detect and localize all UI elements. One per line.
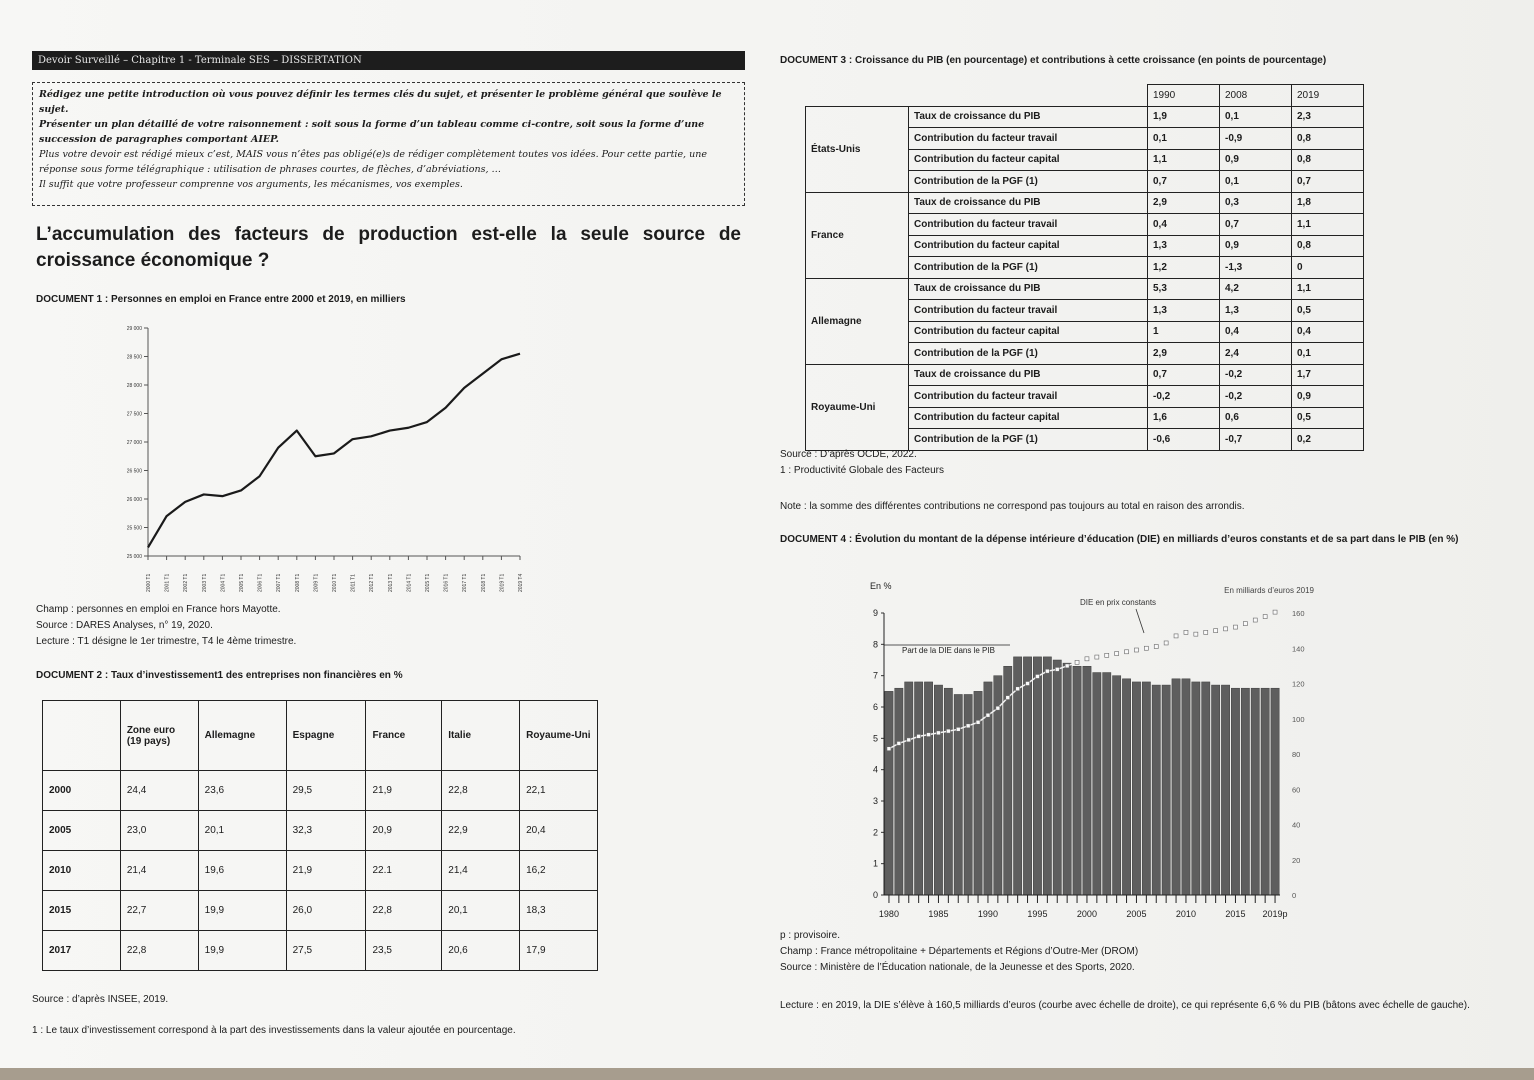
die-share-bar [1063, 663, 1071, 895]
die-share-bar [1083, 666, 1091, 895]
right-axis-unit: En milliards d’euros 2019 [1224, 586, 1314, 595]
instruction-4: Il suffit que votre professeur comprenne vos arguments, les mécanismes, vos exemples. [39, 179, 463, 190]
value-cell: 1 [1148, 321, 1220, 343]
die-share-bar [1073, 666, 1081, 895]
value-cell: 0,1 [1220, 171, 1292, 193]
die-share-bar [1162, 685, 1170, 895]
doc1-champ: Champ : personnes en emploi en France hors Mayotte. [36, 604, 281, 615]
die-point [1204, 630, 1208, 634]
y-tick-label: 25 000 [126, 554, 142, 560]
value-cell: -0,7 [1220, 429, 1292, 451]
value-cell: 2,4 [1220, 343, 1292, 365]
value-cell: 20,9 [366, 811, 442, 851]
left-tick-label: 5 [872, 733, 878, 744]
value-cell: 0,5 [1292, 300, 1364, 322]
header-cell: Italie [442, 701, 520, 771]
value-cell: 20,1 [198, 811, 286, 851]
table-surface [0, 1068, 1534, 1080]
x-tick-label: 2019p [1262, 909, 1288, 919]
value-cell: 22,1 [520, 771, 598, 811]
year-header: 2008 [1220, 85, 1292, 107]
value-cell: -0,2 [1220, 386, 1292, 408]
value-cell: 19,9 [198, 891, 286, 931]
die-share-bar [1261, 688, 1269, 895]
doc3-footnote: 1 : Productivité Globale des Facteurs [780, 465, 944, 476]
die-share-bar [944, 688, 952, 895]
value-cell: -0,2 [1220, 364, 1292, 386]
employment-series-line [148, 354, 520, 548]
value-cell: 0,6 [1220, 407, 1292, 429]
value-cell: 1,8 [1292, 192, 1364, 214]
die-share-bar [1014, 657, 1022, 895]
doc4-source: Source : Ministère de l’Éducation nationale, de la Jeunesse et des Sports, 2020. [780, 962, 1135, 973]
indicator-cell: Taux de croissance du PIB [909, 106, 1148, 128]
year-cell: 2010 [43, 851, 121, 891]
table-row [43, 771, 598, 811]
x-tick-label: 2018 T1 [480, 573, 487, 592]
bar-annotation: Part de la DIE dans le PIB [902, 646, 995, 655]
die-share-bar [1033, 657, 1041, 895]
investment-table [42, 700, 598, 971]
die-point [1144, 646, 1148, 650]
value-cell: 1,7 [1292, 364, 1364, 386]
indicator-cell: Contribution du facteur capital [909, 235, 1148, 257]
y-tick-label: 27 000 [126, 440, 142, 446]
gdp-row [806, 192, 1364, 214]
indicator-cell: Contribution du facteur travail [909, 128, 1148, 150]
right-tick-label: 20 [1292, 855, 1301, 865]
doc4-lecture: Lecture : en 2019, la DIE s’élève à 160,5 milliards d’euros (courbe avec échelle de droite), ce qui représente 6,6 % du PIB (bâtons avec échelle de gauche). [780, 1000, 1470, 1011]
value-cell: 0,3 [1220, 192, 1292, 214]
header-cell: France [366, 701, 442, 771]
header-cell: Espagne [286, 701, 366, 771]
die-share-bar [1271, 688, 1279, 895]
die-share-bar [915, 682, 923, 895]
country-cell: États-Unis [806, 106, 909, 192]
value-cell: 29,5 [286, 771, 366, 811]
die-share-bar [1182, 679, 1190, 895]
die-share-bar [1142, 682, 1150, 895]
die-point [1026, 682, 1030, 686]
instructions-box [32, 82, 745, 206]
die-point [956, 727, 960, 731]
value-cell: 1,2 [1148, 257, 1220, 279]
die-point [936, 731, 940, 735]
x-tick-label: 2011 T1 [350, 574, 357, 592]
value-cell: 0,5 [1292, 407, 1364, 429]
investment-header-row [43, 701, 598, 771]
value-cell: 1,3 [1148, 300, 1220, 322]
value-cell: 20,4 [520, 811, 598, 851]
x-tick-label: 2019 T4 [518, 573, 524, 592]
x-tick-label: 2007 T1 [276, 573, 283, 592]
die-share-bar [1221, 685, 1229, 895]
die-point [1224, 627, 1228, 631]
indicator-cell: Contribution du facteur travail [909, 300, 1148, 322]
value-cell: 23,6 [198, 771, 286, 811]
value-cell: 0,8 [1292, 235, 1364, 257]
line-annotation: DIE en prix constants [1080, 598, 1157, 607]
die-point [986, 713, 990, 717]
die-point [1055, 667, 1059, 671]
value-cell: 21,9 [366, 771, 442, 811]
value-cell: 0,1 [1292, 343, 1364, 365]
die-point [1184, 630, 1188, 634]
table-row [43, 851, 598, 891]
gdp-row [806, 106, 1364, 128]
doc2-title: DOCUMENT 2 : Taux d’investissement1 des entreprises non financières en % [36, 670, 403, 681]
left-tick-label: 4 [872, 764, 878, 775]
value-cell: 0,7 [1292, 171, 1364, 193]
value-cell: 0,7 [1220, 214, 1292, 236]
header-cell: Allemagne [198, 701, 286, 771]
subject-title: L’accumulation des facteurs de production est-elle la seule source de croissance économique ? [36, 224, 741, 271]
country-cell: Royaume-Uni [806, 364, 909, 450]
value-cell: 27,5 [286, 931, 366, 971]
year-cell: 2005 [43, 811, 121, 851]
doc3-title: DOCUMENT 3 : Croissance du PIB (en pourcentage) et contributions à cette croissance (en points de pourcentage) [780, 55, 1327, 66]
gdp-growth-table [805, 84, 1364, 451]
blank-corner-cell [806, 85, 1148, 107]
country-cell: France [806, 192, 909, 278]
die-point [1016, 687, 1020, 691]
x-tick-label: 2005 [1126, 909, 1147, 919]
left-tick-label: 8 [872, 639, 878, 650]
x-tick-label: 2013 T1 [387, 573, 394, 592]
header-cell: Royaume-Uni [520, 701, 598, 771]
die-point [897, 741, 901, 745]
die-point [1115, 652, 1119, 656]
die-point [1174, 634, 1178, 638]
x-tick-label: 1995 [1027, 909, 1048, 919]
header-bar: Devoir Surveillé – Chapitre 1 - Terminale SES – DISSERTATION [32, 51, 745, 70]
indicator-cell: Contribution du facteur capital [909, 149, 1148, 171]
die-share-bar [1251, 688, 1259, 895]
doc3-note: Note : la somme des différentes contributions ne correspond pas toujours au total en raison des arrondis. [780, 501, 1245, 512]
value-cell: 22,8 [442, 771, 520, 811]
die-point [887, 747, 891, 751]
die-point [1065, 664, 1069, 668]
right-tick-label: 160 [1292, 609, 1305, 618]
instruction-2: Présenter un plan détaillé de votre raisonnement : soit sous la forme d’un tableau comme ci-contre, soit sous la forme d’une succession de paragraphes comportant AIEP. [39, 119, 705, 145]
y-tick-label: 28 500 [126, 354, 142, 361]
die-point [946, 729, 950, 733]
left-tick-label: 2 [872, 827, 878, 838]
x-tick-label: 2012 T1 [369, 573, 376, 592]
y-tick-label: 27 500 [126, 411, 142, 418]
value-cell: 0,1 [1148, 128, 1220, 150]
die-share-bar [1172, 679, 1180, 895]
value-cell: 21,4 [120, 851, 198, 891]
die-point [1214, 629, 1218, 633]
x-tick-label: 1980 [878, 909, 899, 919]
country-cell: Allemagne [806, 278, 909, 364]
die-point [1134, 648, 1138, 652]
die-share-bar [1132, 682, 1140, 895]
value-cell: 0,9 [1220, 235, 1292, 257]
x-tick-label: 2016 T1 [443, 573, 450, 592]
die-point [927, 733, 931, 737]
value-cell: 32,3 [286, 811, 366, 851]
value-cell: 0,8 [1292, 128, 1364, 150]
value-cell: 1,1 [1292, 278, 1364, 300]
value-cell: 24,4 [120, 771, 198, 811]
die-share-bar [885, 691, 893, 895]
year-header: 1990 [1148, 85, 1220, 107]
gdp-header-row [806, 85, 1364, 107]
value-cell: -1,3 [1220, 257, 1292, 279]
value-cell: 20,6 [442, 931, 520, 971]
die-share-bar [1212, 685, 1220, 895]
gdp-row [806, 364, 1364, 386]
table-row [43, 931, 598, 971]
header-cell [43, 701, 121, 771]
value-cell: 1,1 [1148, 149, 1220, 171]
x-tick-label: 2000 [1076, 909, 1097, 919]
left-tick-label: 7 [872, 670, 878, 681]
gdp-row [806, 278, 1364, 300]
x-tick-label: 2000 T1 [146, 573, 152, 592]
value-cell: 19,9 [198, 931, 286, 971]
doc1-lecture: Lecture : T1 désigne le 1er trimestre, T4 le 4ème trimestre. [36, 636, 297, 647]
die-point [1125, 650, 1129, 654]
indicator-cell: Contribution de la PGF (1) [909, 343, 1148, 365]
die-point [1194, 632, 1198, 636]
die-point [1035, 674, 1039, 678]
left-tick-label: 0 [872, 890, 878, 900]
die-share-bar [1231, 688, 1239, 895]
value-cell: 2,9 [1148, 192, 1220, 214]
doc4-title: DOCUMENT 4 : Évolution du montant de la dépense intérieure d’éducation (DIE) en milliards d’euros constants et de sa part dans le PIB (en %) [780, 534, 1459, 545]
die-point [1085, 657, 1089, 661]
indicator-cell: Contribution du facteur capital [909, 321, 1148, 343]
education-spending-chart [860, 575, 1320, 935]
die-point [1253, 618, 1257, 622]
die-point [1273, 610, 1277, 614]
table-row [43, 811, 598, 851]
value-cell: 1,6 [1148, 407, 1220, 429]
y-tick-label: 28 000 [126, 383, 142, 389]
instruction-1: Rédigez une petite introduction où vous pouvez définir les termes clés du sujet, et présenter le problème général que soulève le sujet. [39, 89, 722, 115]
y-tick-label: 26 000 [126, 497, 142, 503]
x-tick-label: 2014 T1 [406, 573, 413, 592]
header-cell: Zone euro (19 pays) [120, 701, 198, 771]
doc2-source: Source : d’après INSEE, 2019. [32, 994, 169, 1005]
value-cell: 0,8 [1292, 149, 1364, 171]
indicator-cell: Taux de croissance du PIB [909, 364, 1148, 386]
left-axis-unit: En % [870, 581, 892, 591]
doc2-note: 1 : Le taux d’investissement correspond à la part des investissements dans la valeur ajoutée en pourcentage. [32, 1025, 516, 1036]
die-point [1233, 625, 1237, 629]
indicator-cell: Contribution du facteur travail [909, 214, 1148, 236]
die-share-bar [954, 694, 962, 895]
value-cell: 22,7 [120, 891, 198, 931]
right-tick-label: 100 [1292, 714, 1305, 724]
die-point [966, 724, 970, 728]
year-cell: 2000 [43, 771, 121, 811]
die-share-bar [1043, 657, 1051, 895]
die-share-bar [1113, 676, 1121, 895]
left-tick-label: 9 [872, 608, 878, 618]
value-cell: 2,9 [1148, 343, 1220, 365]
x-tick-label: 2002 T1 [183, 573, 190, 592]
x-tick-label: 1990 [977, 909, 998, 919]
employment-line-chart [110, 316, 530, 606]
die-point [1263, 615, 1267, 619]
x-tick-label: 2015 [1225, 909, 1246, 919]
value-cell: 0,4 [1148, 214, 1220, 236]
right-tick-label: 0 [1292, 891, 1297, 900]
indicator-cell: Contribution de la PGF (1) [909, 257, 1148, 279]
table-row [43, 891, 598, 931]
x-tick-label: 1985 [928, 909, 949, 919]
value-cell: 0,9 [1292, 386, 1364, 408]
value-cell: 20,1 [442, 891, 520, 931]
die-point [1154, 644, 1158, 648]
die-share-bar [1241, 688, 1249, 895]
die-share-bar [1103, 673, 1111, 895]
die-share-bar [1122, 679, 1130, 895]
value-cell: 21,4 [442, 851, 520, 891]
die-share-bar [905, 682, 913, 895]
doc1-source: Source : DARES Analyses, n° 19, 2020. [36, 620, 213, 631]
value-cell: 4,2 [1220, 278, 1292, 300]
value-cell: 0,9 [1220, 149, 1292, 171]
value-cell: 1,3 [1220, 300, 1292, 322]
y-tick-label: 29 000 [126, 326, 142, 332]
x-tick-label: 2008 T1 [294, 573, 301, 592]
value-cell: 22,8 [366, 891, 442, 931]
left-tick-label: 1 [872, 858, 878, 869]
doc4-provisoire: p : provisoire. [780, 930, 841, 941]
right-tick-label: 80 [1292, 750, 1301, 759]
die-share-bar [924, 682, 932, 895]
value-cell: 0,7 [1148, 171, 1220, 193]
year-cell: 2015 [43, 891, 121, 931]
die-point [1243, 622, 1247, 626]
indicator-cell: Contribution de la PGF (1) [909, 171, 1148, 193]
indicator-cell: Contribution du facteur travail [909, 386, 1148, 408]
value-cell: 0,1 [1220, 106, 1292, 128]
die-share-bar [934, 685, 942, 895]
year-cell: 2017 [43, 931, 121, 971]
value-cell: 1,3 [1148, 235, 1220, 257]
value-cell: 0 [1292, 257, 1364, 279]
value-cell: 26,0 [286, 891, 366, 931]
x-tick-label: 2005 T1 [239, 573, 245, 592]
die-point [996, 706, 1000, 710]
die-point [1006, 696, 1010, 700]
x-tick-label: 2015 T1 [425, 573, 431, 592]
right-tick-label: 120 [1292, 679, 1305, 689]
value-cell: 22,9 [442, 811, 520, 851]
x-tick-label: 2010 T1 [332, 573, 338, 592]
value-cell: 0,2 [1292, 429, 1364, 451]
value-cell: 0,7 [1148, 364, 1220, 386]
die-point [1095, 655, 1099, 659]
doc1-title: DOCUMENT 1 : Personnes en emploi en France entre 2000 et 2019, en milliers [36, 294, 406, 305]
indicator-cell: Taux de croissance du PIB [909, 278, 1148, 300]
die-share-bar [1152, 685, 1160, 895]
die-point [917, 734, 921, 738]
value-cell: -0,6 [1148, 429, 1220, 451]
left-tick-label: 6 [872, 702, 878, 712]
value-cell: 1,9 [1148, 106, 1220, 128]
right-tick-label: 40 [1292, 820, 1301, 830]
value-cell: 18,3 [520, 891, 598, 931]
die-point [1105, 653, 1109, 657]
x-tick-label: 2003 T1 [201, 573, 208, 592]
value-cell: 0,4 [1292, 321, 1364, 343]
die-share-bar [895, 688, 903, 895]
die-point [1045, 669, 1049, 673]
value-cell: 0,4 [1220, 321, 1292, 343]
indicator-cell: Contribution du facteur capital [909, 407, 1148, 429]
die-point [907, 738, 911, 742]
x-tick-label: 2009 T1 [313, 573, 320, 592]
value-cell: 17,9 [520, 931, 598, 971]
x-tick-label: 2004 T1 [220, 573, 227, 592]
x-tick-label: 2001 T1 [164, 573, 171, 592]
x-tick-label: 2006 T1 [257, 573, 264, 592]
x-tick-label: 2017 T1 [462, 573, 469, 592]
die-point [1164, 641, 1168, 645]
value-cell: 2,3 [1292, 106, 1364, 128]
right-tick-label: 60 [1292, 785, 1301, 795]
indicator-cell: Contribution de la PGF (1) [909, 429, 1148, 451]
y-tick-label: 25 500 [126, 525, 142, 532]
value-cell: 16,2 [520, 851, 598, 891]
x-tick-label: 2010 [1175, 909, 1196, 919]
value-cell: 22,8 [120, 931, 198, 971]
value-cell: 19,6 [198, 851, 286, 891]
doc3-source: Source : D’après OCDE, 2022. [780, 449, 917, 460]
value-cell: 1,1 [1292, 214, 1364, 236]
doc4-champ: Champ : France métropolitaine + Départements et Régions d’Outre-Mer (DROM) [780, 946, 1139, 957]
die-share-bar [1023, 657, 1031, 895]
y-tick-label: 26 500 [126, 468, 142, 475]
line-annotation-arrow [1136, 609, 1144, 633]
x-tick-label: 2019 T1 [499, 573, 506, 592]
year-header: 2019 [1292, 85, 1364, 107]
value-cell: 21,9 [286, 851, 366, 891]
die-point [976, 720, 980, 724]
right-tick-label: 140 [1292, 644, 1305, 654]
die-point [1075, 660, 1079, 664]
indicator-cell: Taux de croissance du PIB [909, 192, 1148, 214]
value-cell: 23,5 [366, 931, 442, 971]
die-share-bar [1202, 682, 1210, 895]
value-cell: -0,2 [1148, 386, 1220, 408]
value-cell: 22.1 [366, 851, 442, 891]
value-cell: -0,9 [1220, 128, 1292, 150]
value-cell: 5,3 [1148, 278, 1220, 300]
die-share-bar [1053, 660, 1061, 895]
instruction-3: Plus votre devoir est rédigé mieux c’est, MAIS vous n’êtes pas obligé(e)s de rédiger complètement toutes vos idées. Pour cette partie, une réponse sous forme télégraphique : utilisation de phrases courtes, de flèches, d’abréviations, … [39, 149, 707, 175]
value-cell: 23,0 [120, 811, 198, 851]
left-tick-label: 3 [872, 796, 878, 806]
die-share-bar [1093, 673, 1101, 895]
die-share-bar [1192, 682, 1200, 895]
